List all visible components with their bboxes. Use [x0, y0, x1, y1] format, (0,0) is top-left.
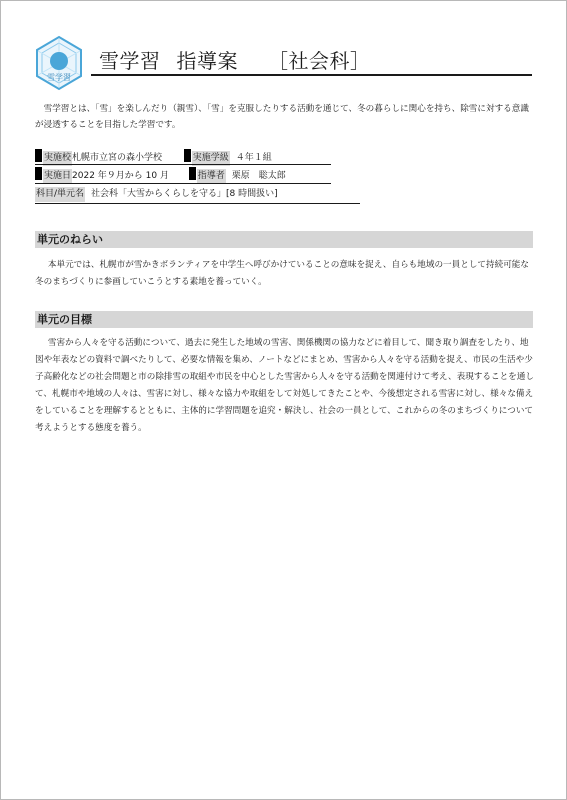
redaction-block: [184, 149, 191, 162]
page-title: [99, 45, 529, 74]
school-label: 実施校: [43, 151, 72, 166]
divider: [35, 203, 360, 204]
redaction-block: [35, 149, 42, 162]
info-row-school: [35, 149, 272, 164]
date-label: 実施日: [43, 169, 72, 184]
date-value: 2022 年９月から 10 月: [72, 171, 169, 181]
info-row-date: [35, 167, 286, 182]
section-body-aim: 本単元では、札幌市が雪かきボランティアを中学生へ呼びかけていることの意味を捉え、自らも地域の一員として持続可能な冬のまちづくりに参画していこうとする素地を養っていく。: [35, 260, 529, 287]
title-main: 雪学習: [99, 49, 161, 73]
teacher-label: 指導者: [197, 169, 226, 184]
divider: [35, 183, 331, 184]
intro-paragraph: 雪学習とは、「雪」を楽しんだり（親雪）、「雪」を克服したりする活動を通じて、冬の暮らしに関心を持ち、除雪に対する意識が浸透することを目指した学習です。: [35, 104, 529, 130]
section-body-goal: 雪害から人々を守る活動について、過去に発生した地域の雪害、関係機関の協力などに着目して、聞き取り調査をしたり、地図や年表などの資料で調べたりして、必要な情報を集め、ノートなどにまとめ、雪害から人々を守る活動を捉え、市民の生活や少子高齢化などの社会問題と市の除排雪の取組や市民を中心とした雪害から人々を守る活動を関連付けて考え、表現することを通して、札幌市や地域の人々は、雪害に対し、様々な協力や取組をして対処してきたことや、今後想定される雪害に対し、様々な備えをしていることを理解するとともに、主体的に学習問題を追究・解決し、社会の一員として、これからの冬のまちづくりについて考えようとする態度を養う。: [35, 338, 534, 433]
divider: [35, 164, 331, 165]
unit-label: 科目/単元名: [35, 187, 85, 202]
redaction-block: [189, 167, 196, 180]
section-heading-aim: 単元のねらい: [35, 231, 533, 248]
title-sub: 指導案: [176, 49, 238, 73]
snow-crystal-logo: [31, 35, 87, 91]
grade-value: ４年１組: [235, 153, 272, 163]
school-value: 札幌市立宮の森小学校: [72, 153, 163, 163]
info-row-unit: [35, 187, 278, 202]
title-underline: [91, 74, 532, 76]
section-heading-goal: 単元の目標: [35, 311, 533, 328]
title-subject: ［社会科］: [268, 49, 371, 73]
grade-label: 実施学級: [192, 151, 230, 166]
teacher-value: 栗原 聡太郎: [231, 171, 286, 181]
logo-text: 雪学習: [47, 73, 71, 82]
redaction-block: [35, 167, 42, 180]
unit-value: 社会科「大雪からくらしを守る」[8 時間扱い]: [91, 189, 278, 199]
